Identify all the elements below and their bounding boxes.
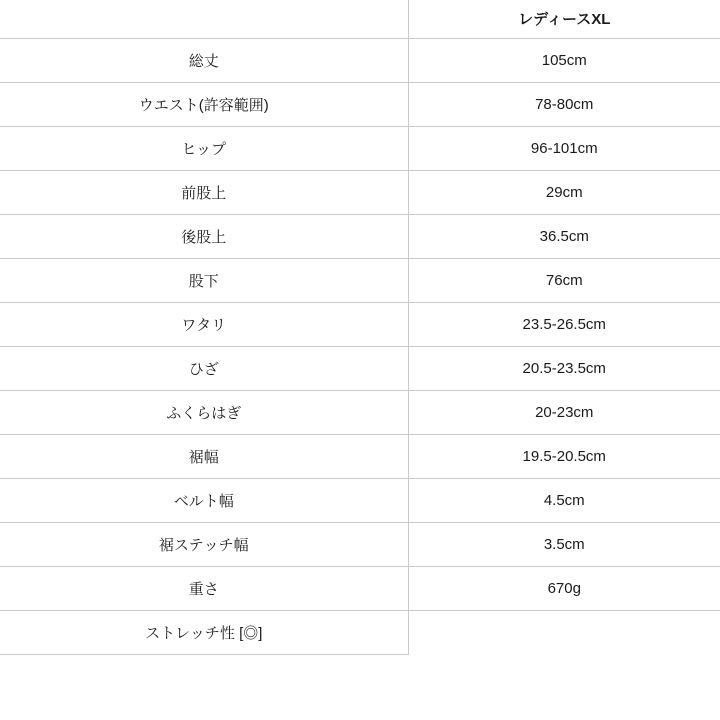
bottom-spacer: [0, 655, 720, 715]
row-value: 105cm: [408, 38, 720, 82]
row-value: 20-23cm: [408, 390, 720, 434]
table-row: [0, 302, 720, 346]
row-label: ウエスト(許容範囲): [0, 82, 408, 126]
row-label: ストレッチ性 [◎]: [0, 610, 408, 654]
row-label: ワタリ: [0, 302, 408, 346]
table-row: [0, 522, 720, 566]
header-size-cell: レディースXL: [408, 0, 720, 38]
table-row: [0, 214, 720, 258]
row-value: 4.5cm: [408, 478, 720, 522]
row-label: ひざ: [0, 346, 408, 390]
table-row: [0, 82, 720, 126]
row-label: 裾ステッチ幅: [0, 522, 408, 566]
row-value: 23.5-26.5cm: [408, 302, 720, 346]
table-row: [0, 478, 720, 522]
table-row: [0, 38, 720, 82]
row-value: 3.5cm: [408, 522, 720, 566]
row-label: 重さ: [0, 566, 408, 610]
row-value: [408, 610, 720, 654]
row-label: 総丈: [0, 38, 408, 82]
row-value: 670g: [408, 566, 720, 610]
table-row: [0, 610, 720, 654]
table-row: [0, 258, 720, 302]
row-value: 20.5-23.5cm: [408, 346, 720, 390]
header-label-cell: [0, 0, 408, 38]
table-row: [0, 170, 720, 214]
table-row: [0, 346, 720, 390]
row-value: 78-80cm: [408, 82, 720, 126]
row-label: ヒップ: [0, 126, 408, 170]
row-value: 29cm: [408, 170, 720, 214]
row-label: ふくらはぎ: [0, 390, 408, 434]
row-value: 76cm: [408, 258, 720, 302]
table-row: [0, 390, 720, 434]
row-value: 19.5-20.5cm: [408, 434, 720, 478]
row-label: 裾幅: [0, 434, 408, 478]
row-label: 前股上: [0, 170, 408, 214]
row-label: 股下: [0, 258, 408, 302]
table-header-row: [0, 0, 720, 38]
table-row: [0, 434, 720, 478]
row-label: 後股上: [0, 214, 408, 258]
row-value: 36.5cm: [408, 214, 720, 258]
table-row: [0, 126, 720, 170]
row-value: 96-101cm: [408, 126, 720, 170]
row-label: ベルト幅: [0, 478, 408, 522]
table-row: [0, 566, 720, 610]
